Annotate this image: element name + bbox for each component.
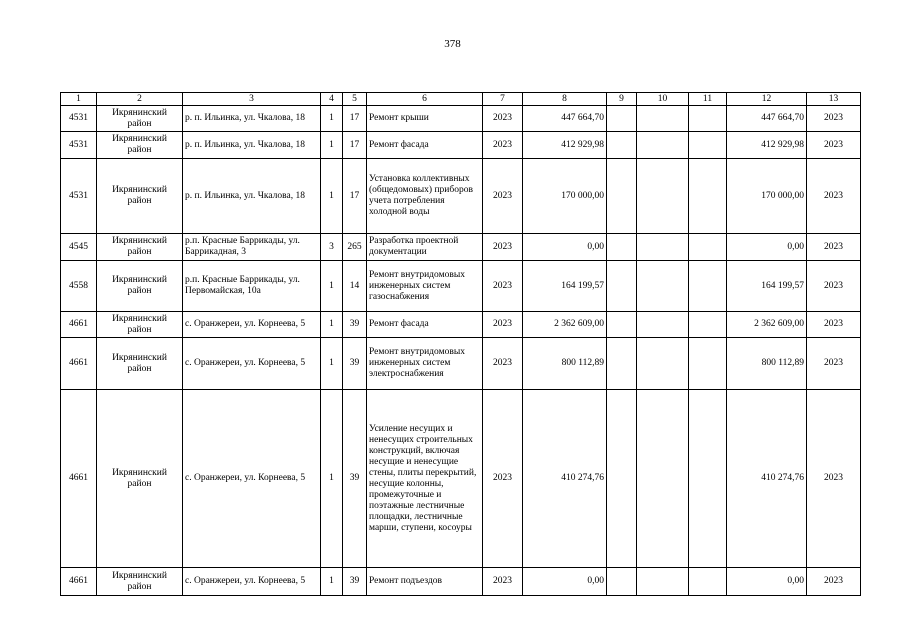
col-4-cell: 1 bbox=[321, 338, 343, 390]
col-10-cell bbox=[637, 568, 689, 596]
work-type-cell: Ремонт внутридомовых инженерных систем газоснабжения bbox=[367, 261, 483, 312]
col-11-cell bbox=[689, 338, 727, 390]
col-4-cell: 1 bbox=[321, 159, 343, 234]
col-11-cell bbox=[689, 159, 727, 234]
year-cell: 2023 bbox=[483, 390, 523, 568]
col-9-cell bbox=[607, 261, 637, 312]
work-type-cell: Ремонт внутридомовых инженерных систем электроснабжения bbox=[367, 338, 483, 390]
district-cell: Икрянинский район bbox=[97, 338, 183, 390]
address-cell: с. Оранжереи, ул. Корнеева, 5 bbox=[183, 312, 321, 338]
col-5-cell: 17 bbox=[343, 159, 367, 234]
total-cost-cell: 447 664,70 bbox=[727, 106, 807, 132]
col-9-cell bbox=[607, 312, 637, 338]
col-10-cell bbox=[637, 261, 689, 312]
col-11-cell bbox=[689, 390, 727, 568]
col-9-cell bbox=[607, 159, 637, 234]
district-cell: Икрянинский район bbox=[97, 159, 183, 234]
total-cost-cell: 2 362 609,00 bbox=[727, 312, 807, 338]
address-cell: с. Оранжереи, ул. Корнеева, 5 bbox=[183, 338, 321, 390]
cost-cell: 2 362 609,00 bbox=[523, 312, 607, 338]
work-type-cell: Ремонт подъездов bbox=[367, 568, 483, 596]
house-id-cell: 4661 bbox=[61, 338, 97, 390]
house-id-cell: 4531 bbox=[61, 132, 97, 159]
column-header-3: 3 bbox=[183, 93, 321, 106]
house-id-cell: 4661 bbox=[61, 568, 97, 596]
column-header-8: 8 bbox=[523, 93, 607, 106]
address-cell: р. п. Ильинка, ул. Чкалова, 18 bbox=[183, 159, 321, 234]
table-row bbox=[61, 261, 861, 312]
col-5-cell: 17 bbox=[343, 106, 367, 132]
district-cell: Икрянинский район bbox=[97, 132, 183, 159]
cost-cell: 0,00 bbox=[523, 234, 607, 261]
cost-cell: 170 000,00 bbox=[523, 159, 607, 234]
district-cell: Икрянинский район bbox=[97, 568, 183, 596]
house-id-cell: 4531 bbox=[61, 159, 97, 234]
total-cost-cell: 800 112,89 bbox=[727, 338, 807, 390]
district-cell: Икрянинский район bbox=[97, 261, 183, 312]
completion-year-cell: 2023 bbox=[807, 261, 861, 312]
col-4-cell: 3 bbox=[321, 234, 343, 261]
total-cost-cell: 410 274,76 bbox=[727, 390, 807, 568]
col-11-cell bbox=[689, 261, 727, 312]
year-cell: 2023 bbox=[483, 261, 523, 312]
district-cell: Икрянинский район bbox=[97, 390, 183, 568]
col-10-cell bbox=[637, 234, 689, 261]
completion-year-cell: 2023 bbox=[807, 106, 861, 132]
year-cell: 2023 bbox=[483, 568, 523, 596]
col-10-cell bbox=[637, 132, 689, 159]
table-row bbox=[61, 106, 861, 132]
year-cell: 2023 bbox=[483, 132, 523, 159]
col-5-cell: 265 bbox=[343, 234, 367, 261]
address-cell: р.п. Красные Баррикады, ул. Первомайская, 10а bbox=[183, 261, 321, 312]
cost-cell: 412 929,98 bbox=[523, 132, 607, 159]
column-header-7: 7 bbox=[483, 93, 523, 106]
address-cell: с. Оранжереи, ул. Корнеева, 5 bbox=[183, 568, 321, 596]
col-9-cell bbox=[607, 106, 637, 132]
cost-cell: 164 199,57 bbox=[523, 261, 607, 312]
house-id-cell: 4558 bbox=[61, 261, 97, 312]
total-cost-cell: 164 199,57 bbox=[727, 261, 807, 312]
col-5-cell: 39 bbox=[343, 390, 367, 568]
completion-year-cell: 2023 bbox=[807, 390, 861, 568]
col-5-cell: 39 bbox=[343, 312, 367, 338]
completion-year-cell: 2023 bbox=[807, 338, 861, 390]
col-11-cell bbox=[689, 568, 727, 596]
year-cell: 2023 bbox=[483, 312, 523, 338]
col-9-cell bbox=[607, 390, 637, 568]
district-cell: Икрянинский район bbox=[97, 234, 183, 261]
cost-cell: 447 664,70 bbox=[523, 106, 607, 132]
work-type-cell: Ремонт фасада bbox=[367, 132, 483, 159]
col-10-cell bbox=[637, 312, 689, 338]
col-4-cell: 1 bbox=[321, 132, 343, 159]
address-cell: р. п. Ильинка, ул. Чкалова, 18 bbox=[183, 106, 321, 132]
col-9-cell bbox=[607, 568, 637, 596]
district-cell: Икрянинский район bbox=[97, 106, 183, 132]
col-5-cell: 39 bbox=[343, 338, 367, 390]
table-row bbox=[61, 159, 861, 234]
col-5-cell: 14 bbox=[343, 261, 367, 312]
column-header-12: 12 bbox=[727, 93, 807, 106]
col-9-cell bbox=[607, 338, 637, 390]
col-11-cell bbox=[689, 132, 727, 159]
table-row bbox=[61, 312, 861, 338]
col-9-cell bbox=[607, 234, 637, 261]
completion-year-cell: 2023 bbox=[807, 312, 861, 338]
column-header-2: 2 bbox=[97, 93, 183, 106]
house-id-cell: 4531 bbox=[61, 106, 97, 132]
table-row bbox=[61, 390, 861, 568]
header-row bbox=[61, 93, 861, 106]
column-header-1: 1 bbox=[61, 93, 97, 106]
cost-cell: 410 274,76 bbox=[523, 390, 607, 568]
total-cost-cell: 0,00 bbox=[727, 568, 807, 596]
year-cell: 2023 bbox=[483, 338, 523, 390]
repair-schedule-table bbox=[60, 92, 861, 596]
col-4-cell: 1 bbox=[321, 312, 343, 338]
total-cost-cell: 0,00 bbox=[727, 234, 807, 261]
completion-year-cell: 2023 bbox=[807, 132, 861, 159]
table-row bbox=[61, 338, 861, 390]
year-cell: 2023 bbox=[483, 106, 523, 132]
col-10-cell bbox=[637, 338, 689, 390]
table-row bbox=[61, 132, 861, 159]
col-10-cell bbox=[637, 390, 689, 568]
completion-year-cell: 2023 bbox=[807, 159, 861, 234]
col-11-cell bbox=[689, 312, 727, 338]
year-cell: 2023 bbox=[483, 234, 523, 261]
column-header-5: 5 bbox=[343, 93, 367, 106]
work-type-cell: Ремонт крыши bbox=[367, 106, 483, 132]
col-4-cell: 1 bbox=[321, 106, 343, 132]
address-cell: с. Оранжереи, ул. Корнеева, 5 bbox=[183, 390, 321, 568]
work-type-cell: Установка коллективных (общедомовых) приборов учета потребления холодной воды bbox=[367, 159, 483, 234]
house-id-cell: 4661 bbox=[61, 390, 97, 568]
year-cell: 2023 bbox=[483, 159, 523, 234]
column-header-10: 10 bbox=[637, 93, 689, 106]
completion-year-cell: 2023 bbox=[807, 234, 861, 261]
column-header-4: 4 bbox=[321, 93, 343, 106]
col-4-cell: 1 bbox=[321, 568, 343, 596]
col-9-cell bbox=[607, 132, 637, 159]
table-row bbox=[61, 568, 861, 596]
work-type-cell: Усиление несущих и ненесущих строительных конструкций, включая несущие и ненесущие стены, плиты перекрытий, несущие колонны, промежуточные и поэтажные лестничные площадки, лестничные марши, ступени, косоуры bbox=[367, 390, 483, 568]
district-cell: Икрянинский район bbox=[97, 312, 183, 338]
address-cell: р. п. Ильинка, ул. Чкалова, 18 bbox=[183, 132, 321, 159]
column-header-13: 13 bbox=[807, 93, 861, 106]
column-header-6: 6 bbox=[367, 93, 483, 106]
house-id-cell: 4661 bbox=[61, 312, 97, 338]
col-11-cell bbox=[689, 234, 727, 261]
col-5-cell: 17 bbox=[343, 132, 367, 159]
work-type-cell: Разработка проектной документации bbox=[367, 234, 483, 261]
total-cost-cell: 412 929,98 bbox=[727, 132, 807, 159]
completion-year-cell: 2023 bbox=[807, 568, 861, 596]
table-row bbox=[61, 234, 861, 261]
col-4-cell: 1 bbox=[321, 261, 343, 312]
house-id-cell: 4545 bbox=[61, 234, 97, 261]
col-10-cell bbox=[637, 106, 689, 132]
total-cost-cell: 170 000,00 bbox=[727, 159, 807, 234]
col-11-cell bbox=[689, 106, 727, 132]
col-10-cell bbox=[637, 159, 689, 234]
work-type-cell: Ремонт фасада bbox=[367, 312, 483, 338]
address-cell: р.п. Красные Баррикады, ул. Баррикадная, 3 bbox=[183, 234, 321, 261]
column-header-11: 11 bbox=[689, 93, 727, 106]
col-5-cell: 39 bbox=[343, 568, 367, 596]
page-number: 378 bbox=[444, 38, 461, 50]
cost-cell: 0,00 bbox=[523, 568, 607, 596]
cost-cell: 800 112,89 bbox=[523, 338, 607, 390]
col-4-cell: 1 bbox=[321, 390, 343, 568]
column-header-9: 9 bbox=[607, 93, 637, 106]
